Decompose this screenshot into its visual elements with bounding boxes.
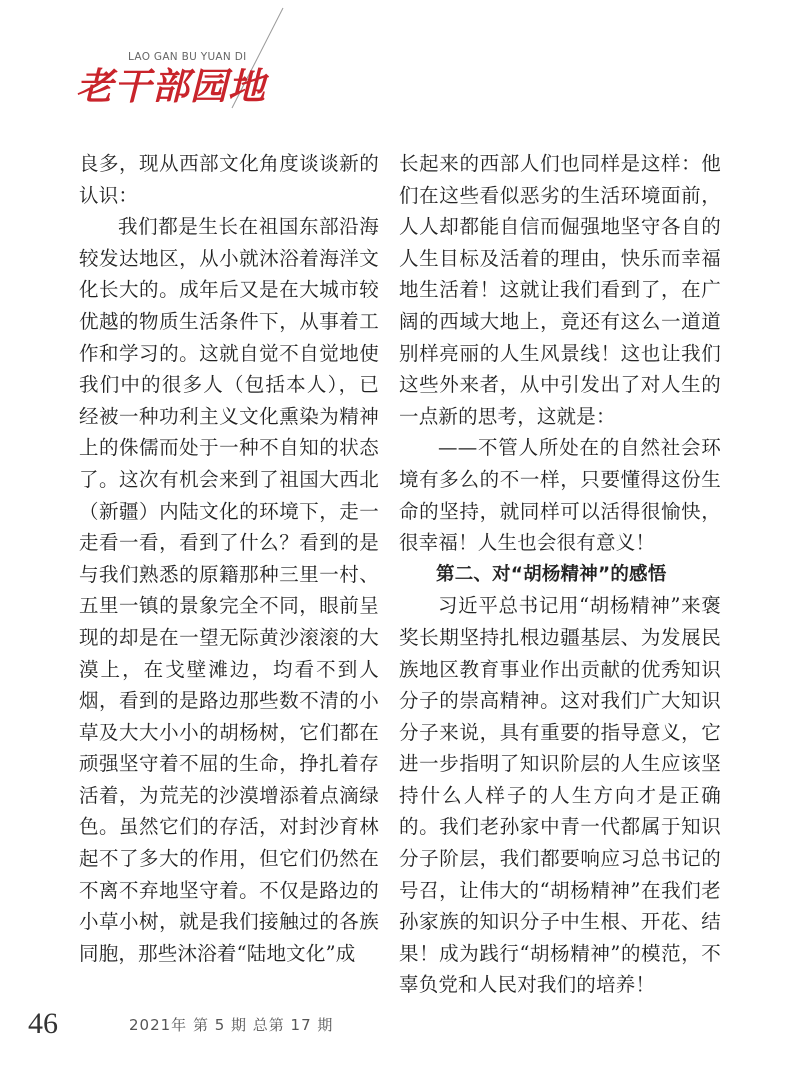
paragraph: 习近平总书记用“胡杨精神”来褒奖长期坚持扎根边疆基层、为发展民族地区教育事业作出贡献的优秀知识分子的崇高精神。这对我们广大知识分子来说，具有重要的指导意义，它进一步指明了知识阶层的人生应该坚持什么人样子的人生方向才是正确的。我们老孙家中青一代都属于知识分子阶层，我们都要响应习总书记的号召，让伟大的“胡杨精神”在我们老孙家族的知识分子中生根、开花、结果！成为践行“胡杨精神”的模范，不辜负党和人民对我们的培养！ [399, 594, 721, 997]
section-heading: 第二、对“胡杨精神”的感悟 [436, 563, 667, 585]
paragraph: 我们都是生长在祖国东部沿海较发达地区，从小就沐浴着海洋文化长大的。成年后又是在大城市较优越的物质生活条件下，从事着工作和学习的。这就自觉不自觉地使我们中的很多人（包括本人），已经被一种功利主义文化熏染为精神上的侏儒而处于一种不自知的状态了。这次有机会来到了祖国大西北（新疆）内陆文化的环境下，走一走看一看，看到了什么？看到的是与我们熟悉的原籍那种三里一村、五里一镇的景象完全不同，眼前呈现的却是在一望无际黄沙滚滚的大漠上，在戈壁滩边，均看不到人烟，看到的是路边那些数不清的小草及大大小小的胡杨树，它们都在顽强坚守着不屈的生命，挣扎着存活着，为荒芜的沙漠增添着点滴绿色。虽然它们的存活，对封沙育林起不了多大的作用，但它们仍然在不离不弃地坚守着。不仅是路边的小草小树，就是我们接触过的各族同胞，那些沐浴着“陆地文化”成 [79, 215, 379, 965]
page-header [0, 0, 794, 130]
paragraph: 长起来的西部人们也同样是这样：他们在这些看似恶劣的生活环境面前，人人却都能自信而倔强地坚守各自的人生目标及活着的理由，快乐而幸福地生活着！这就让我们看到了，在广阔的西域大地上，竟还有这么一道道别样亮丽的人生风景线！这也让我们这些外来者，从中引发出了对人生的一点新的思考，这就是： [399, 152, 721, 428]
paragraph: 良多，现从西部文化角度谈谈新的认识： [79, 152, 379, 207]
right-text-column [399, 148, 721, 1001]
page-footer [0, 1005, 794, 1045]
issue-info: 2021年 第 5 期 总第 17 期 [129, 1016, 334, 1034]
page-number: 46 [28, 1007, 58, 1040]
column-subtitle: LAO GAN BU YUAN DI [128, 51, 247, 63]
paragraph: ——不管人所处在的自然社会环境有多么的不一样，只要懂得这份生命的坚持，就同样可以活得很愉快，很幸福！人生也会很有意义！ [399, 436, 721, 555]
left-text-column [79, 148, 379, 969]
column-title: 老干部园地 [76, 64, 266, 108]
